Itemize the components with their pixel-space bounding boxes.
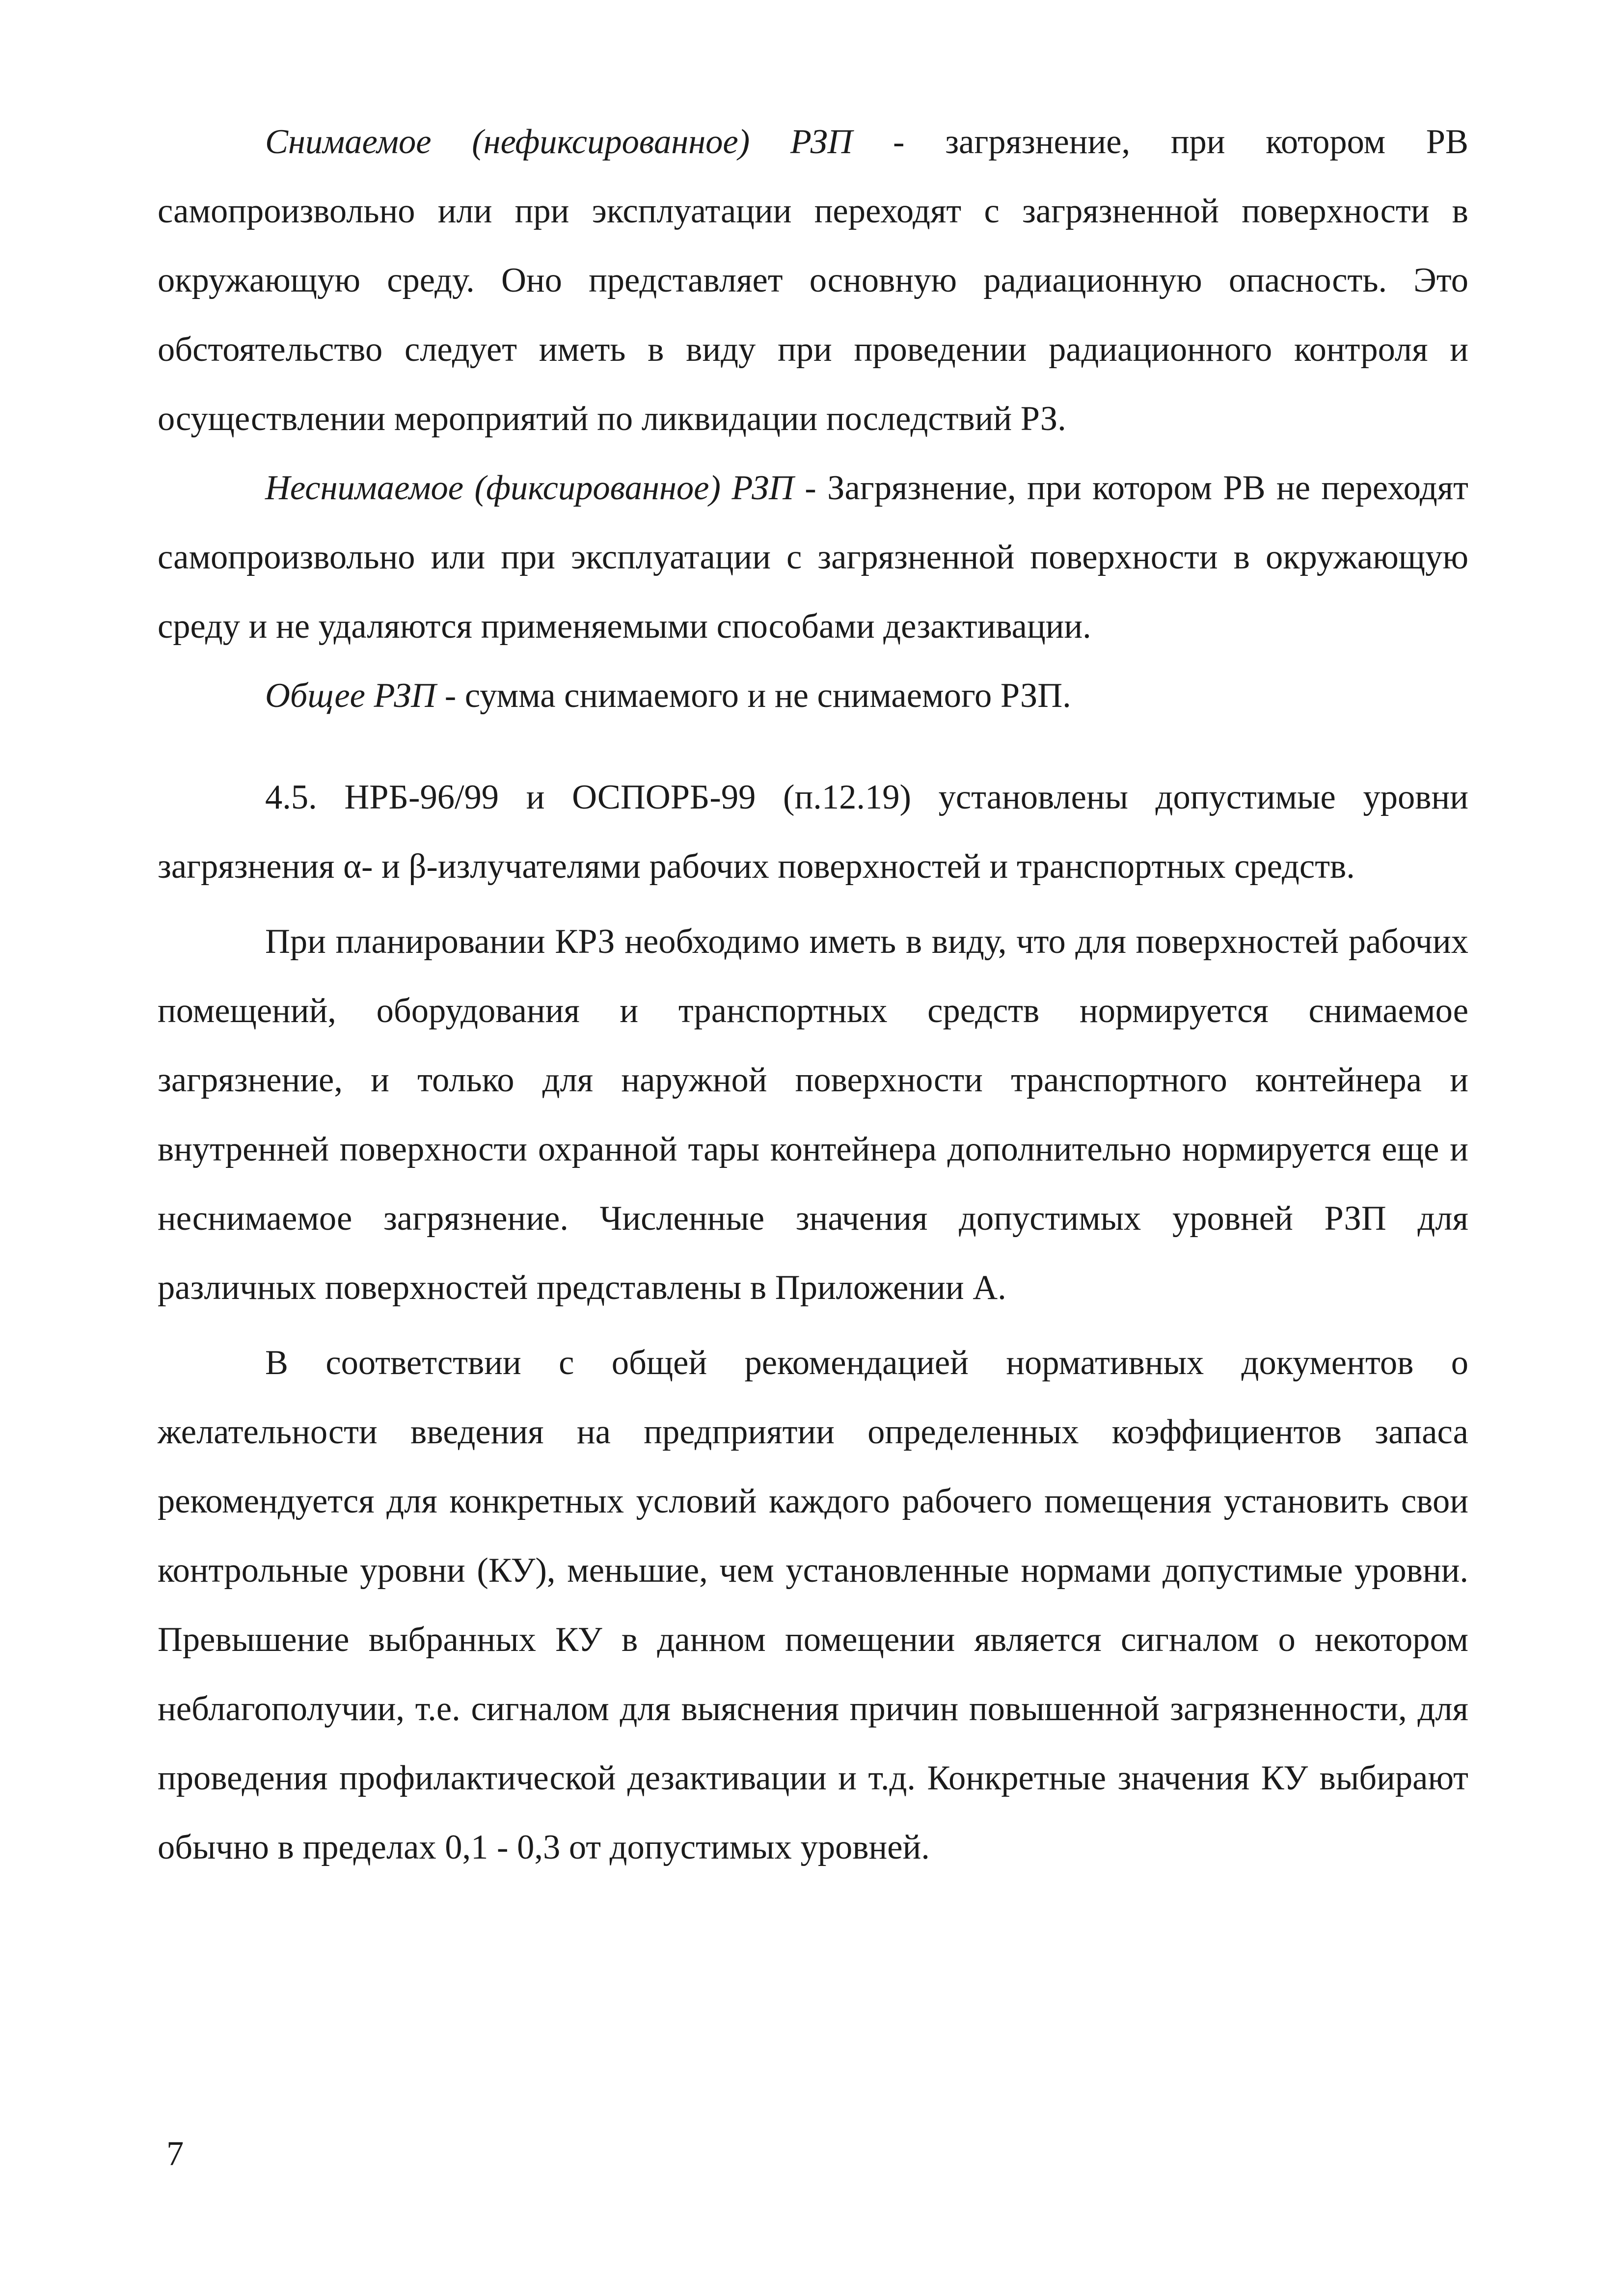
definition-removable-contamination: - загрязнение, при котором РВ самопроизвольно или при эксплуатации переходят с загрязненной поверхности в окружающую среду. Оно представляет основную радиационную опасность. Это обстоятельство следует иметь в виду при проведении радиационного контроля и осуществлении мероприятий по ликвидации последствий РЗ.	[158, 124, 1468, 439]
definition-total-contamination: - сумма снимаемого и не снимаемого РЗП.	[436, 677, 1071, 716]
page-number: 7	[166, 2135, 184, 2174]
paragraph-fixed-contamination	[158, 455, 1468, 663]
paragraph-control-levels: В соответствии с общей рекомендацией нормативных документов о желательности введения на предприятии определенных коэффициентов запаса рекомендуется для конкретных условий каждого рабочего помещения установить свои контрольные уровни (КУ), меньшие, чем установленные нормами допустимые уровни. Превышение выбранных КУ в данном помещении является сигналом о некотором неблагополучии, т.е. сигналом для выяснения причин повышенной загрязненности, для проведения профилактической дезактивации и т.д. Конкретные значения КУ выбирают обычно в пределах 0,1 - 0,3 от допустимых уровней.	[158, 1345, 1468, 1867]
term-total-contamination: Общее РЗП	[265, 677, 436, 716]
document-body	[158, 109, 1468, 1884]
definition-fixed-contamination: - Загрязнение, при котором РВ не переходят самопроизвольно или при эксплуатации с загрязненной поверхности в окружающую среду и не удаляются применяемыми способами дезактивации.	[158, 470, 1468, 647]
term-fixed-contamination: Неснимаемое (фиксированное) РЗП	[265, 470, 794, 508]
paragraph-krz-planning: При планировании КРЗ необходимо иметь в виду, что для поверхностей рабочих помещений, оборудования и транспортных средств нормируется снимаемое загрязнение, и только для наружной поверхности транспортного контейнера и внутренней поверхности охранной тары контейнера дополнительно нормируется еще и неснимаемое загрязнение. Численные значения допустимых уровней РЗП для различных поверхностей представлены в Приложении А.	[158, 923, 1468, 1308]
paragraph-total-contamination	[158, 663, 1468, 732]
term-removable-contamination: Снимаемое (нефиксированное) РЗП	[265, 124, 853, 162]
paragraph-section-4-5: 4.5. НРБ-96/99 и ОСПОРБ-99 (п.12.19) установлены допустимые уровни загрязнения α- и β-излучателями рабочих поверхностей и транспортных средств.	[158, 779, 1468, 887]
paragraph-removable-contamination	[158, 109, 1468, 455]
